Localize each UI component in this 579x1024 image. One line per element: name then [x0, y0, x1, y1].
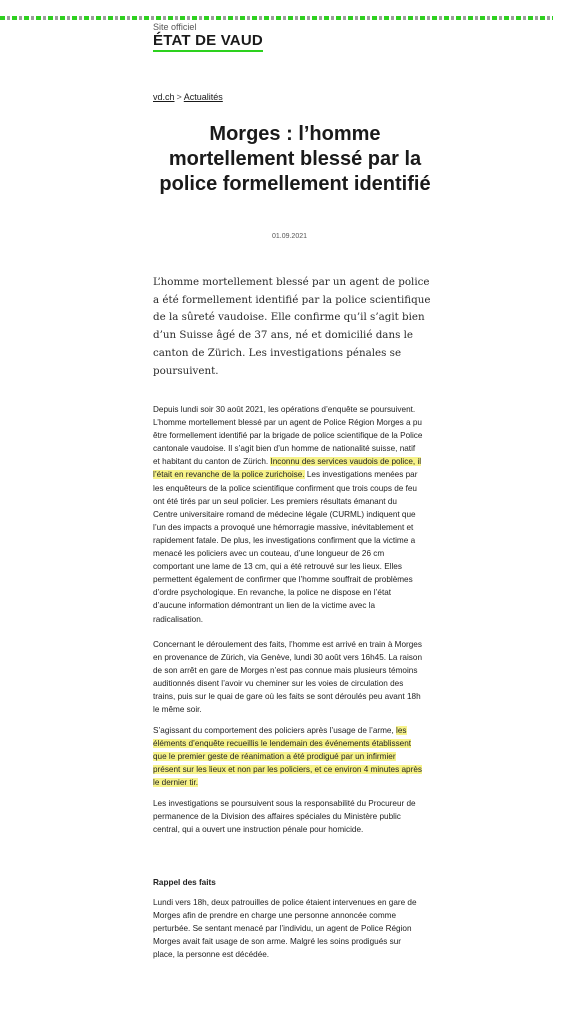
paragraph-text: Les investigations se poursuivent sous la responsabilité du Procureur de permanence de la Division des affaires spéciales du Ministère public central, qui a ouvert une instruction pénale pour homicide.: [153, 799, 416, 835]
paragraph-text: Les investigations menées par les enquêteurs de la police scientifique confirment que trois coups de feu ont été tirés par un seul policier. Les premiers résultats émanant du Centre universitaire romand de médecine légale (CURML) indiquent que l’un des impacts a provoqué une hémorragie massive, inévitablement et rapidement fatale. De plus, les investigations confirment que la victime a menacé les policiers avec un couteau, d’une longueur de 26 cm comportant une lame de 13 cm, qui a été retrouvé sur les lieux. Elles permettent également de confirmer que l’homme souffrait de problèmes d’ordre psychologique. En revanche, la police ne dispose en l’état d’aucune information démontrant un lien de la victime avec la radicalisation.: [153, 470, 418, 624]
paragraph-text: Depuis lundi soir 30 août 2021, les opérations d’enquête se poursuivent. L’homme mortellement blessé par un agent de Police Région Morges a pu être formellement identifié par la brigade de police scientifique de la Police cantonale vaudoise. Il s’agit bien d’un homme de nationalité suisse, natif et habitant du canton de Zürich.: [153, 405, 423, 467]
paragraph-text: Lundi vers 18h, deux patrouilles de police étaient intervenues en gare de Morges afin de prendre en charge une personne annoncée comme perturbée. Se sentant menacé par l’individu, un agent de Police Région Morges avait fait usage de son arme. Malgré les soins prodigués sur place, la personne est décédée.: [153, 898, 417, 960]
paragraph-text: S’agissant du comportement des policiers après l’usage de l’arme,: [153, 726, 397, 735]
site-official-tag: Site officiel: [153, 22, 197, 32]
article-title: Morges : l’homme mortellement blessé par la police formellement identifié: [159, 123, 431, 195]
site-header: [153, 22, 263, 52]
article-paragraph-3: [153, 724, 423, 789]
breadcrumb-separator: >: [176, 92, 182, 102]
highlighted-text: les éléments d’enquête recueillis le lendemain des événements établissent que le premier geste de réanimation a été prodigué par un infirmier présent sur les lieux et non par les policiers, et ce environ 4 minutes après le dernier tir.: [153, 726, 422, 788]
article-date: 01.09.2021: [271, 233, 308, 240]
highlighted-text: Inconnu des services vaudois de police, il l’était en revanche de la police zurichoise.: [153, 457, 422, 480]
breadcrumb-home-link[interactable]: vd.ch: [153, 92, 175, 102]
article-paragraph-4: [153, 797, 423, 836]
section-heading-rappel: Rappel des faits: [153, 878, 216, 887]
paragraph-text: Concernant le déroulement des faits, l’homme est arrivé en train à Morges en provenance de Zürich, via Genève, lundi 30 août vers 16h45. La raison de son arrêt en gare de Morges n’est pas connue mais plusieurs témoins auditionnés disent l’avoir vu cheminer sur les voies de circulation des trains, puis sur le quai de gare où les faits se sont déroulés peu avant 18h le même soir.: [153, 640, 422, 715]
article-lead: L’homme mortellement blessé par un agent de police a été formellement identifié par la police scientifique de la sûreté vaudoise. Elle confirme qu’il s’agit bien d’un Suisse âgé de 37 ans, né et domicilié dans le canton de Zürich. Les investigations pénales se poursuivent.: [153, 276, 431, 377]
article-paragraph-2: [153, 638, 423, 717]
article-paragraph-5: [153, 896, 423, 961]
breadcrumb-actualites-link[interactable]: Actualités: [183, 92, 223, 102]
etat-de-vaud-logo[interactable]: ÉTAT DE VAUD: [153, 33, 263, 52]
breadcrumb: [153, 92, 223, 102]
article-paragraph-1: [153, 403, 423, 626]
brand-stripe: [0, 16, 553, 20]
